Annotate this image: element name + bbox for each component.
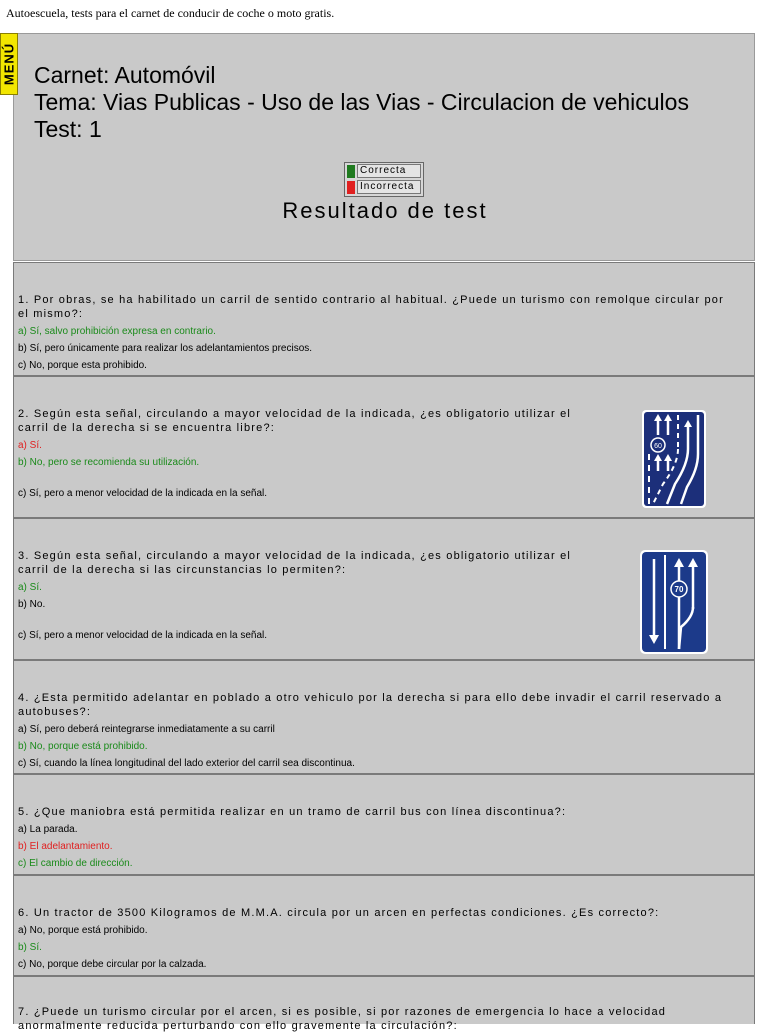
question-5-option-c[interactable]: c) El cambio de dirección. <box>18 858 133 869</box>
question-1-option-b[interactable]: b) Sí, pero únicamente para realizar los adelantamientos precisos. <box>18 343 313 354</box>
question-1 <box>13 262 755 376</box>
question-2 <box>13 376 755 518</box>
question-2-option-b[interactable]: b) No, pero se recomienda su utilización. <box>18 457 200 468</box>
menu-label[interactable]: MENÚ <box>1 42 17 86</box>
question-6-option-a[interactable]: a) No, porque está prohibido. <box>18 925 148 936</box>
question-1-option-c[interactable]: c) No, porque esta prohibido. <box>18 360 147 371</box>
legend-correct <box>346 164 422 179</box>
question-2-option-a[interactable]: a) Sí. <box>18 440 42 451</box>
legend-correct-label: Correcta <box>357 164 421 178</box>
legend-incorrect <box>346 180 422 195</box>
question-5 <box>13 774 755 875</box>
question-2-option-c[interactable]: c) Sí, pero a menor velocidad de la indicada en la señal. <box>18 488 268 499</box>
question-7 <box>13 976 755 1032</box>
test-header <box>13 33 755 261</box>
question-3 <box>13 518 755 660</box>
question-5-option-b[interactable]: b) El adelantamiento. <box>18 841 113 852</box>
site-tagline: Autoescuela, tests para el carnet de conducir de coche o moto gratis. <box>6 6 335 20</box>
lane-speed-value: 60 <box>654 443 662 450</box>
question-1-option-a[interactable]: a) Sí, salvo prohibición expresa en contrario. <box>18 326 216 337</box>
answer-legend <box>344 162 424 197</box>
question-3-option-c[interactable]: c) Sí, pero a menor velocidad de la indicada en la señal. <box>18 630 268 641</box>
incorrect-swatch <box>347 181 355 194</box>
tema-heading: Tema: Vias Publicas - Uso de las Vias - Circulacion de vehiculos <box>34 89 689 115</box>
question-4-text: 4. ¿Esta permitido adelantar en poblado a otro vehiculo por la derecha si para ello debe invadir el carril reservado a autobuses?: <box>18 692 723 718</box>
question-6 <box>13 875 755 976</box>
question-6-option-c[interactable]: c) No, porque debe circular por la calzada. <box>18 959 207 970</box>
question-3-option-a[interactable]: a) Sí. <box>18 582 42 593</box>
test-heading: Test: 1 <box>34 116 102 142</box>
legend-incorrect-label: Incorrecta <box>357 180 421 194</box>
question-5-option-a[interactable]: a) La parada. <box>18 824 78 835</box>
menu-tab[interactable] <box>0 33 18 95</box>
question-1-text: 1. Por obras, se ha habilitado un carril de sentido contrario al habitual. ¿Puede un turismo con remolque circular por el mismo?: <box>18 294 724 320</box>
question-4-option-a[interactable]: a) Sí, pero deberá reintegrarse inmediatamente a su carril <box>18 724 275 735</box>
question-4 <box>13 660 755 774</box>
question-3-text: 3. Según esta señal, circulando a mayor velocidad de la indicada, ¿es obligatorio utilizar el carril de la derecha si las circunstancias lo permiten?: <box>18 550 572 576</box>
question-6-option-b[interactable]: b) Sí. <box>18 942 42 953</box>
question-7-text: 7. ¿Puede un turismo circular por el arcen, si es posible, si por razones de emergencia lo hace a velocidad anormalmente reducida perturbando con ello gravemente la circulación?: <box>18 1006 667 1032</box>
question-3-option-b[interactable]: b) No. <box>18 599 46 610</box>
correct-swatch <box>347 165 355 178</box>
result-title: Resultado de test <box>282 198 488 223</box>
carnet-heading: Carnet: Automóvil <box>34 62 216 88</box>
question-4-option-b[interactable]: b) No, porque está prohibido. <box>18 741 148 752</box>
lane-speed-value: 70 <box>674 585 684 594</box>
lane-speed-sign-icon <box>639 549 709 655</box>
question-5-text: 5. ¿Que maniobra está permitida realizar en un tramo de carril bus con línea discontinua?: <box>18 806 567 818</box>
question-2-text: 2. Según esta señal, circulando a mayor velocidad de la indicada, ¿es obligatorio utilizar el carril de la derecha si se encuentra libre?: <box>18 408 572 434</box>
question-6-text: 6. Un tractor de 3500 Kilogramos de M.M.A. circula por un arcen en perfectas condiciones. ¿Es correcto?: <box>18 907 660 919</box>
question-4-option-c[interactable]: c) Sí, cuando la línea longitudinal del lado exterior del carril sea discontinua. <box>18 758 355 769</box>
lane-speed-sign-icon <box>641 409 707 509</box>
